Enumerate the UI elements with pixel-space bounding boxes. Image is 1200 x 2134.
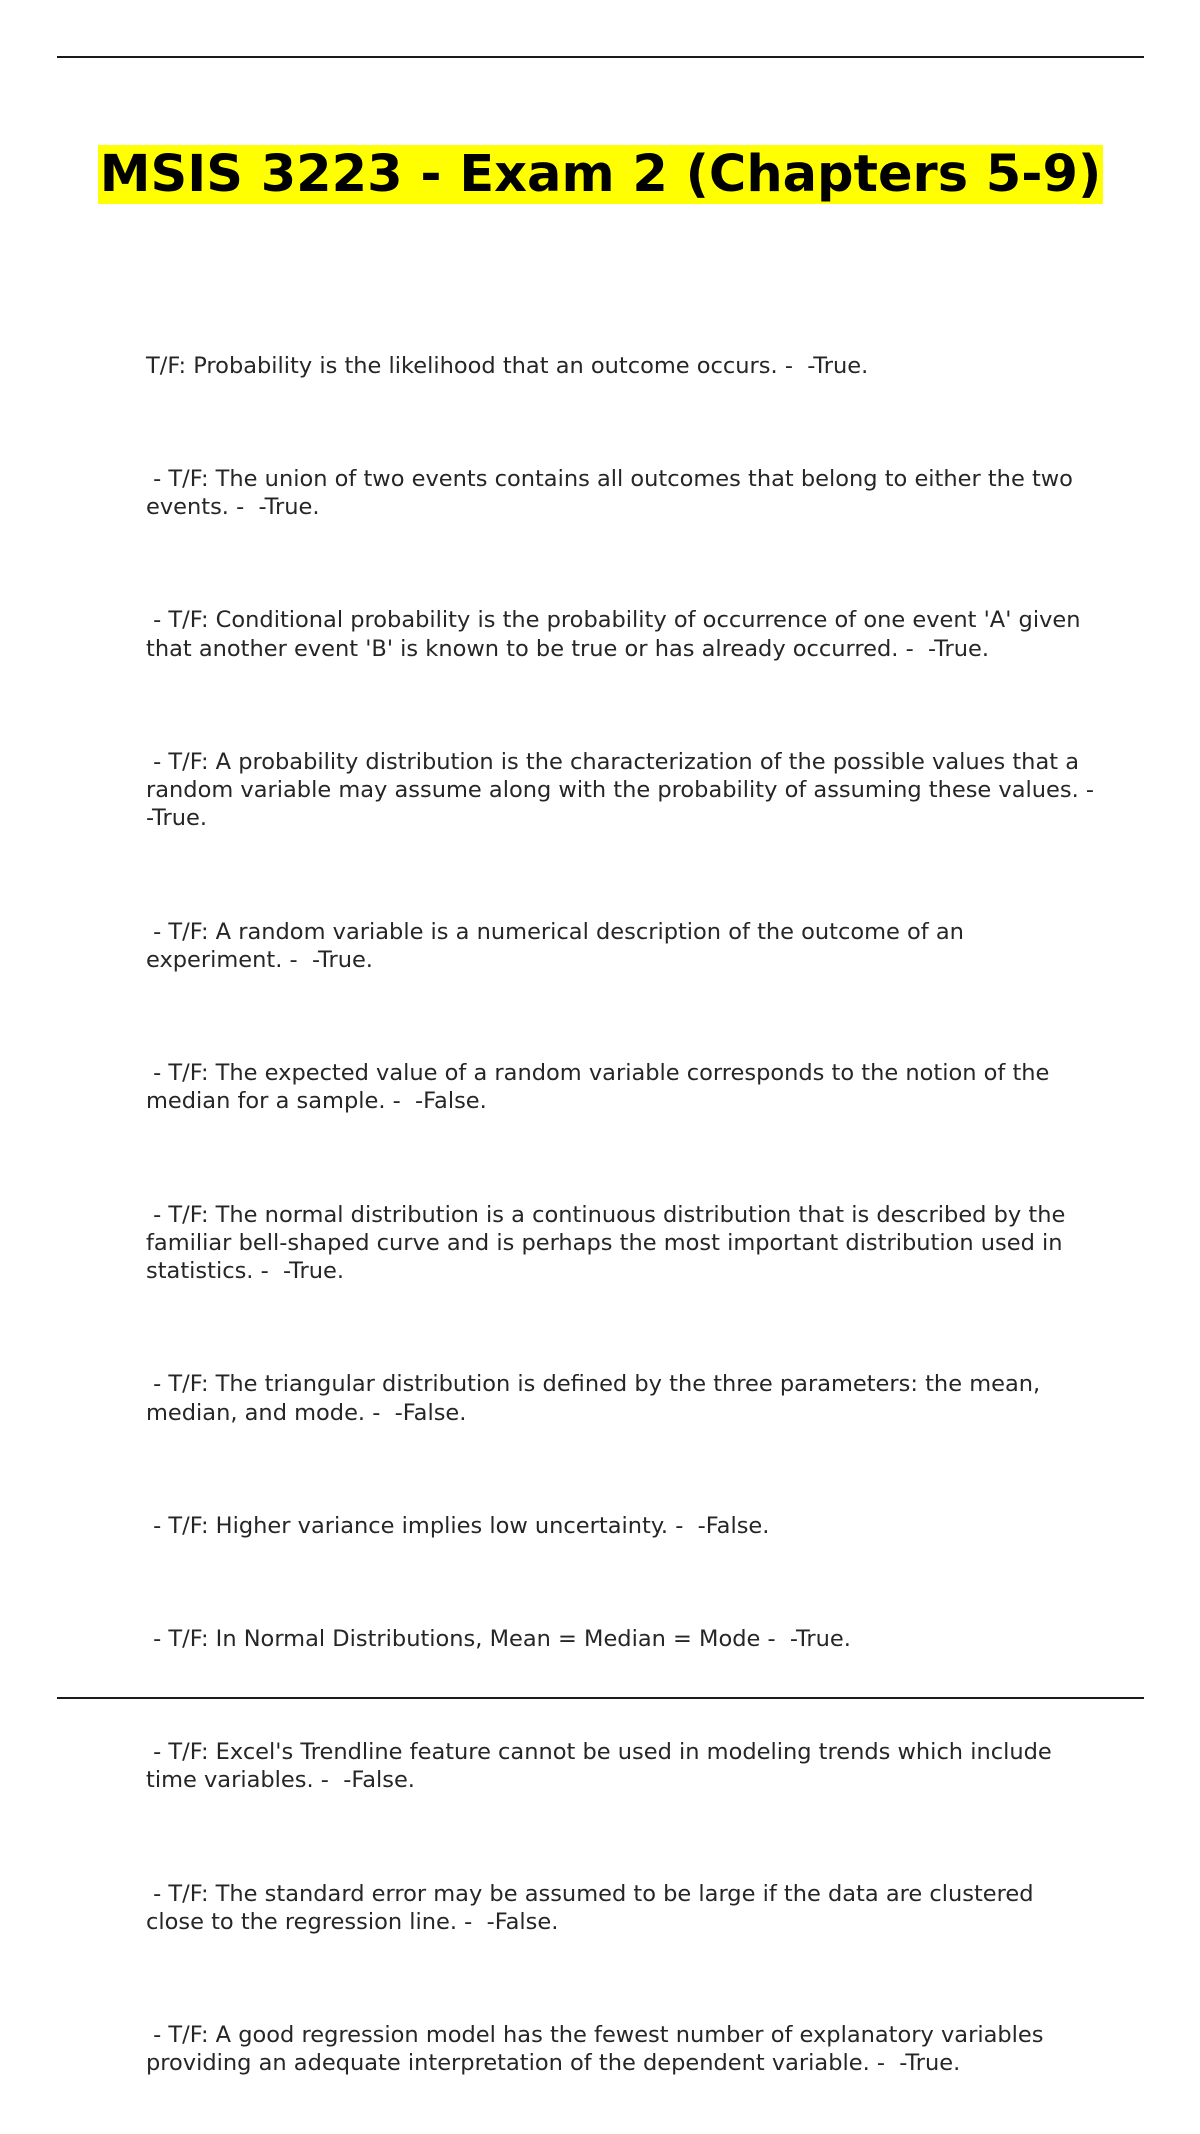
question-item: - T/F: The union of two events contains all outcomes that belong to either the two events. - -True.: [146, 465, 1081, 521]
question-item: - T/F: In Normal Distributions, Mean = Median = Mode - -True.: [146, 1625, 851, 1652]
question-item: - T/F: A probability distribution is the characterization of the possible values that a random variable may assume along with the probability of assuming these values. - -True.: [146, 748, 1109, 832]
question-item: - T/F: The triangular distribution is defined by the three parameters: the mean, median, and mode. - -False.: [146, 1371, 1048, 1426]
question-item: - T/F: The normal distribution is a continuous distribution that is described by the familiar bell-shaped curve and is perhaps the most important distribution used in statistics. - -True.: [146, 1201, 1073, 1285]
question-item: - T/F: A random variable is a numerical description of the outcome of an experiment. - -True.: [146, 918, 972, 973]
question-list: [146, 295, 1109, 2134]
question-item: - T/F: A good regression model has the fewest number of explanatory variables providing an adequate interpretation of the dependent variable. - -True.: [146, 2022, 1051, 2077]
question-item: - T/F: Excel's Trendline feature cannot be used in modeling trends which include time variables. - -False.: [146, 1739, 1059, 1794]
question-item: - T/F: Higher variance implies low uncertainty. - -False.: [146, 1512, 770, 1539]
question-item: T/F: Probability is the likelihood that an outcome occurs. - -True.: [146, 352, 869, 379]
header-rule: [57, 56, 1144, 58]
title-block: [57, 145, 1144, 205]
footer-rule: [57, 1697, 1144, 1699]
question-item: - T/F: The standard error may be assumed to be large if the data are clustered close to the regression line. - -False.: [146, 1880, 1041, 1935]
question-item: - T/F: The expected value of a random variable corresponds to the notion of the median for a sample. - -False.: [146, 1060, 1057, 1115]
question-item: - T/F: Conditional probability is the probability of occurrence of one event 'A' given that another event 'B' is known to be true or has already occurred. - -True.: [146, 607, 1088, 662]
document-title: MSIS 3223 - Exam 2 (Chapters 5-9): [99, 145, 1102, 204]
